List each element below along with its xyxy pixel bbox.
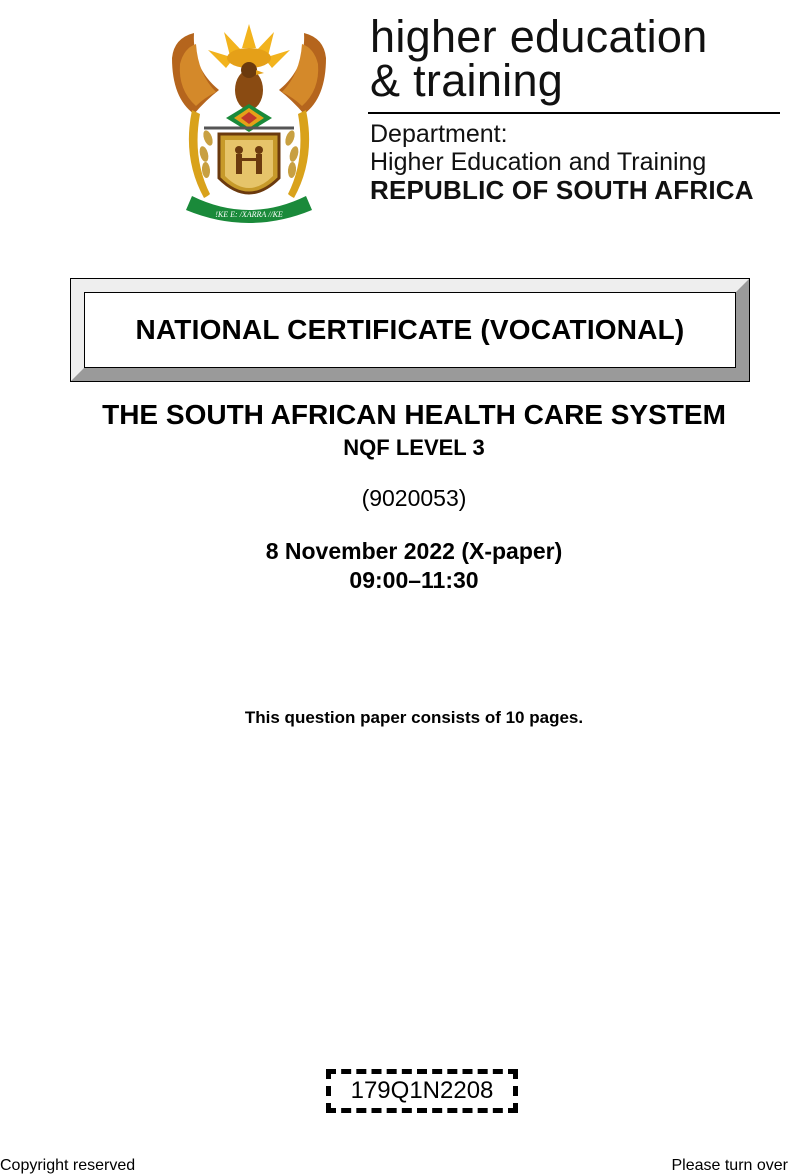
footer-copyright: Copyright reserved [0,1157,136,1174]
dept-label: Department: [370,120,508,148]
brand-divider [368,112,780,114]
country-name: REPUBLIC OF SOUTH AFRICA [370,175,754,205]
motto-text: !KE E: /XARRA //KE [215,210,283,219]
sun-icon [208,24,290,68]
exam-time: 09:00–11:30 [349,567,479,593]
dept-name: Higher Education and Training [370,148,707,176]
paper-id-box [326,1069,518,1113]
footer-turn-over: Please turn over [671,1157,788,1174]
brand-line-2: & training [370,55,564,106]
nqf-level: NQF LEVEL 3 [343,435,485,460]
certificate-box [71,279,749,381]
subject-code: (9020053) [361,485,467,511]
subject-title: THE SOUTH AFRICAN HEALTH CARE SYSTEM [102,399,726,430]
certificate-box-inner [84,292,736,368]
brand-line-1: higher education [370,11,708,62]
exam-date: 8 November 2022 (X-paper) [265,538,563,564]
certificate-title: NATIONAL CERTIFICATE (VOCATIONAL) [135,314,685,345]
page-count-note: This question paper consists of 10 pages. [244,708,584,727]
paper-id: 179Q1N2208 [350,1077,494,1104]
coat-of-arms-icon [164,18,334,228]
